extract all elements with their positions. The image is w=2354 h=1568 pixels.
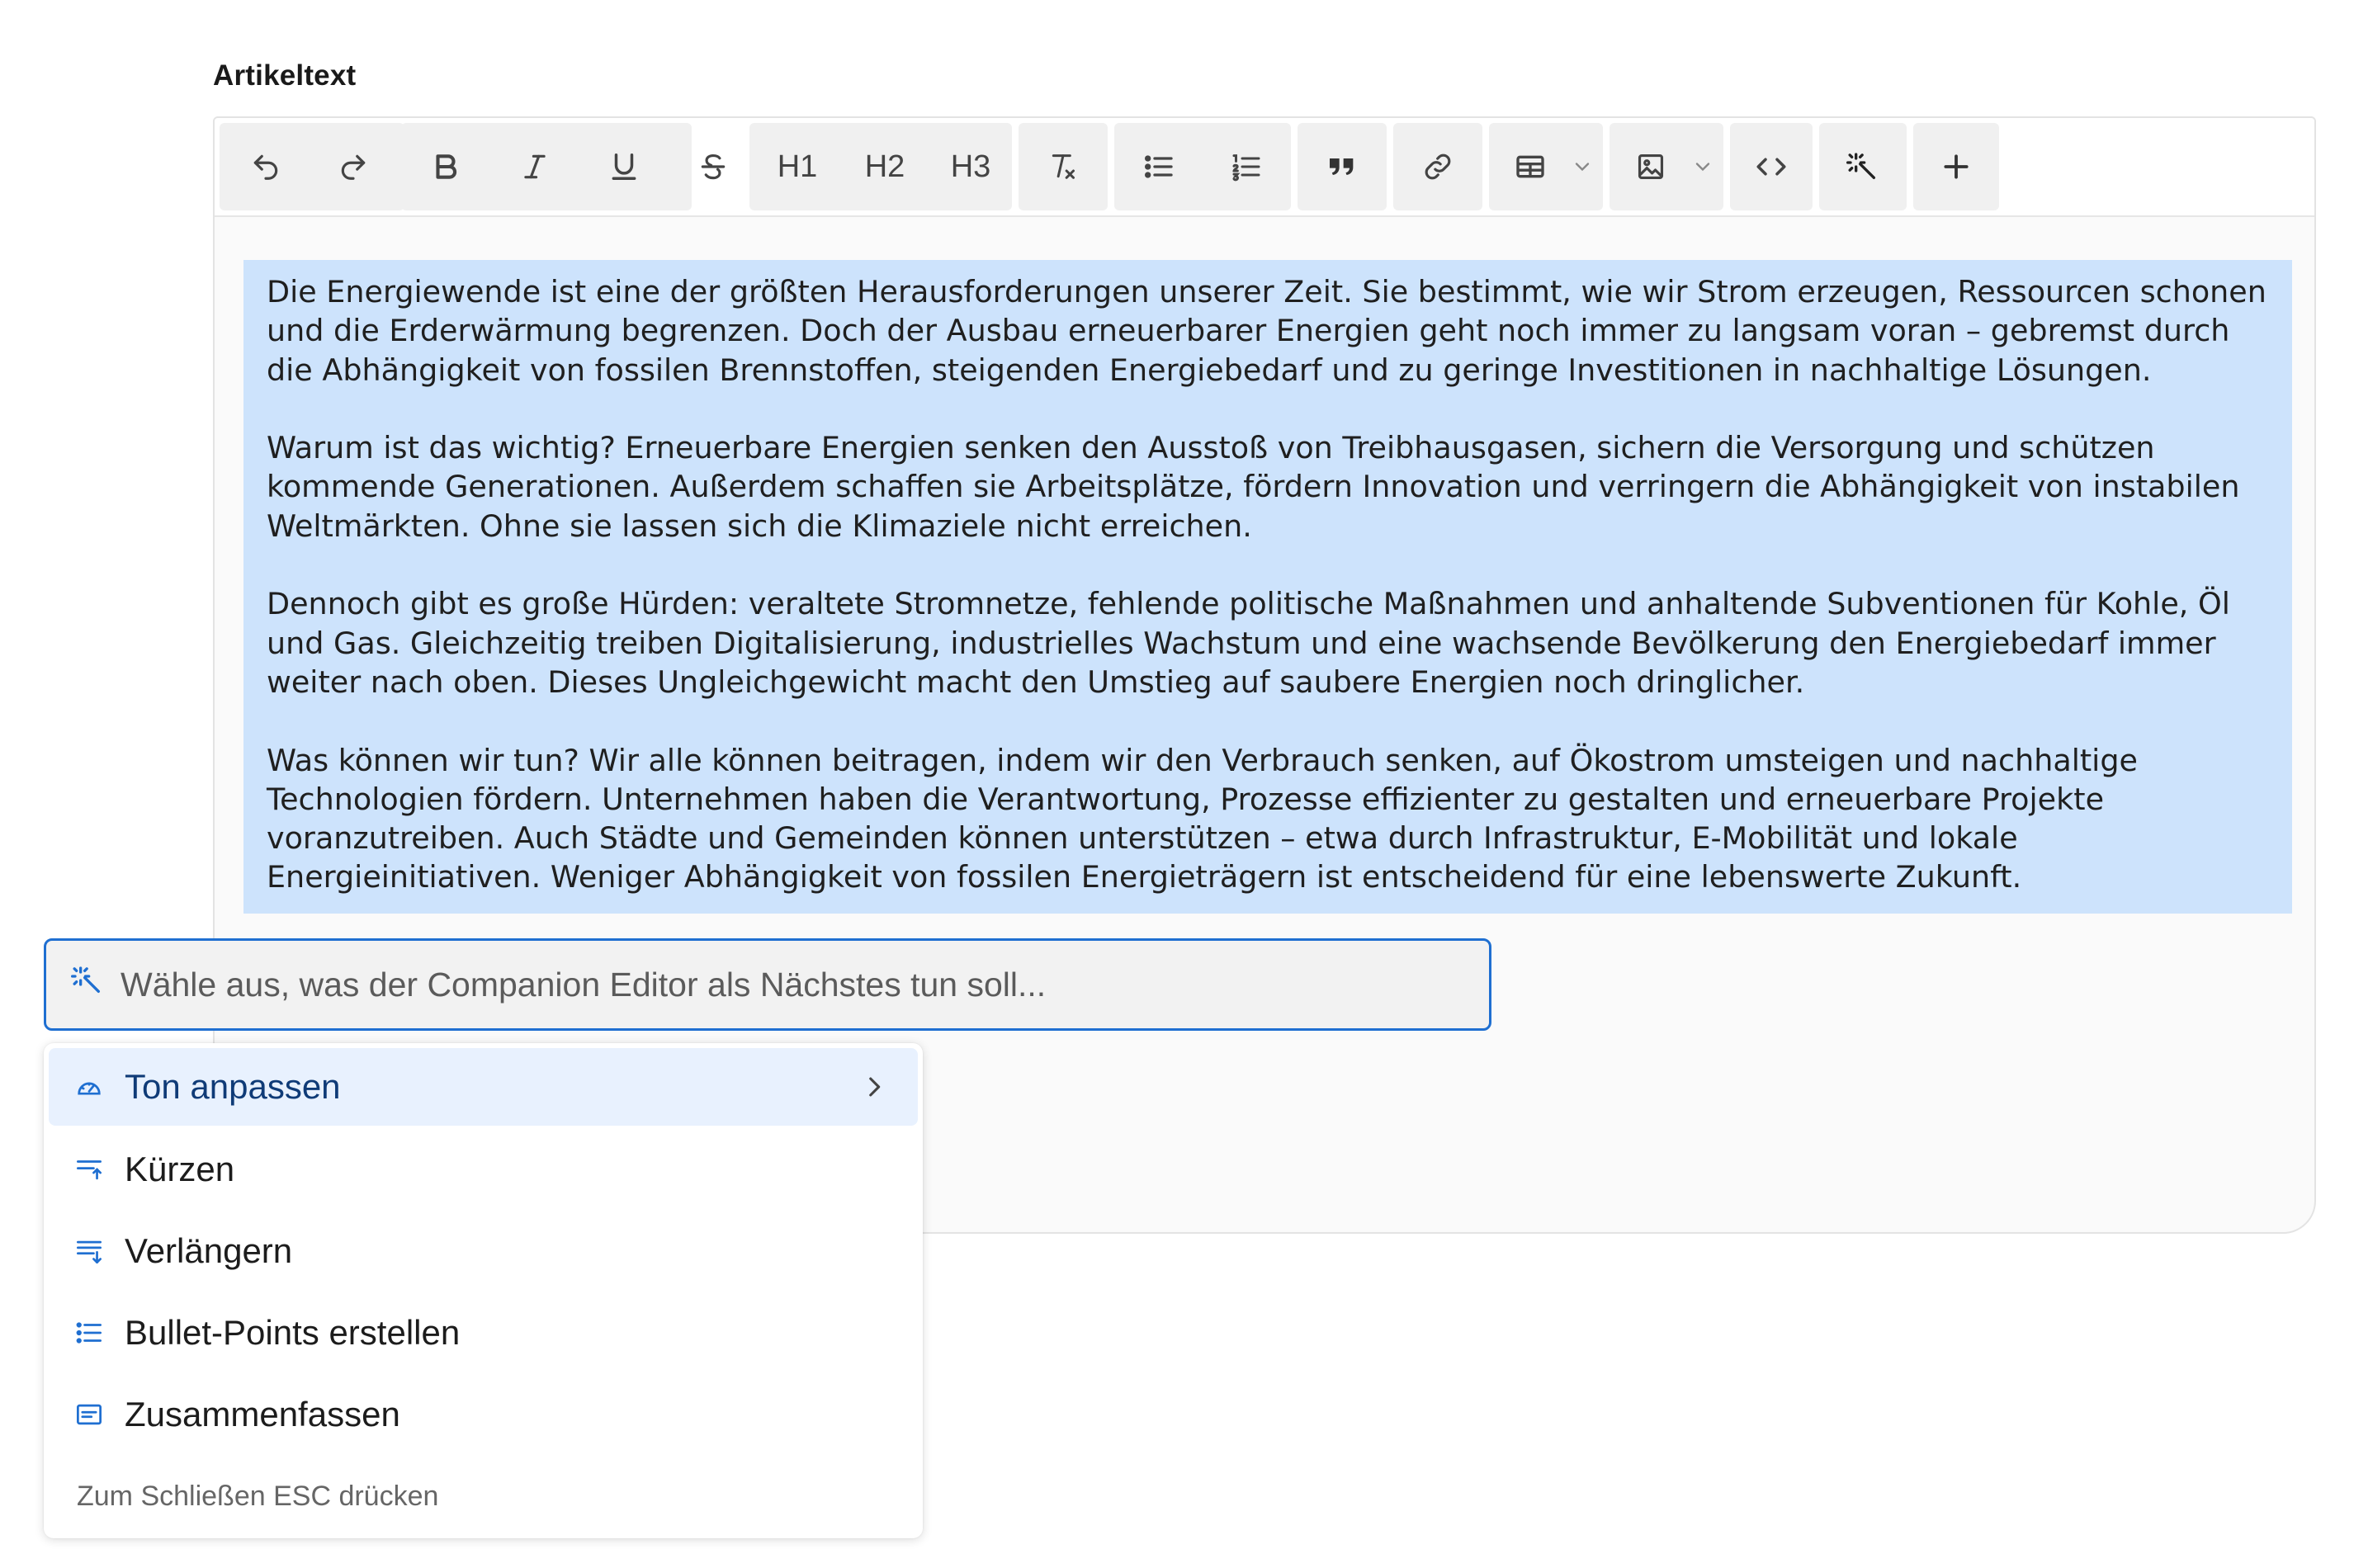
paragraph: Dennoch gibt es große Hürden: veraltete Stromnetze, fehlende politische Maßnahmen und anhaltende Subventionen für Kohle, Öl und Gas. Gleichzeitig treiben Digitalisierung, industrielles Wachstum und eine wachsende Bevölkerung den Energiebedarf immer weiter nach oben. Dieses Ungleichgewicht macht den Umstieg auf saubere Energien noch dringlicher. [267, 586, 2230, 700]
editor-content-selection[interactable] [243, 260, 2292, 914]
bullet-list-icon [75, 1320, 103, 1345]
undo-icon [250, 151, 281, 182]
table-button[interactable] [1489, 123, 1572, 210]
ai-command-menu [44, 1043, 923, 1538]
numbered-list-icon [1230, 150, 1263, 183]
gauge-icon [75, 1074, 103, 1099]
heading-1-button[interactable] [756, 123, 839, 210]
bullet-list-button[interactable] [1114, 123, 1203, 210]
heading-1-label: H1 [777, 149, 818, 184]
menu-item-bullet-points[interactable] [49, 1294, 918, 1372]
redo-button[interactable] [307, 123, 399, 210]
image-icon [1635, 151, 1666, 182]
menu-item-ton-anpassen[interactable] [49, 1048, 918, 1126]
table-dropdown-button[interactable] [1562, 123, 1603, 210]
strikethrough-icon [697, 151, 729, 182]
table-icon [1514, 150, 1547, 183]
menu-item-kuerzen[interactable] [49, 1131, 918, 1208]
chevron-right-icon [860, 1073, 888, 1101]
magic-wand-icon [71, 964, 104, 997]
heading-2-button[interactable] [844, 123, 926, 210]
underline-button[interactable] [579, 123, 669, 210]
bold-icon [430, 151, 461, 182]
code-icon [1754, 149, 1789, 184]
ai-command-input[interactable] [121, 941, 1458, 1028]
menu-item-label: Ton anpassen [125, 1067, 341, 1106]
plus-icon [1940, 151, 1972, 182]
undo-button[interactable] [220, 123, 312, 210]
code-button[interactable] [1730, 123, 1813, 210]
field-label: Artikeltext [213, 59, 357, 92]
menu-item-label: Verlängern [125, 1231, 293, 1270]
summary-icon [75, 1402, 103, 1427]
heading-3-button[interactable] [929, 123, 1012, 210]
insert-button[interactable] [1913, 123, 1999, 210]
bullet-list-icon [1142, 150, 1175, 183]
paragraph: Die Energiewende ist eine der größten Herausforderungen unserer Zeit. Sie bestimmt, wie wir Strom erzeugen, Ressourcen schonen und die Erderwärmung begrenzen. Doch der Ausbau erneuerbarer Energien geht noch immer zu langsam voran – gebremst durch die Abhängigkeit von fossilen Brennstoffen, steigenden Energiebedarf und zu geringe Investitionen in nachhaltige Lösungen. [267, 274, 2267, 388]
blockquote-icon [1326, 150, 1359, 183]
menu-item-verlaengern[interactable] [49, 1212, 918, 1290]
menu-item-label: Bullet-Points erstellen [125, 1313, 461, 1352]
menu-item-label: Zusammenfassen [125, 1395, 400, 1433]
redo-icon [338, 151, 369, 182]
image-button[interactable] [1610, 123, 1692, 210]
numbered-list-button[interactable] [1202, 123, 1291, 210]
editor-toolbar [215, 118, 2314, 217]
ai-companion-button[interactable] [1819, 123, 1907, 210]
lengthen-icon [75, 1239, 103, 1263]
chevron-down-icon [1691, 155, 1714, 178]
blockquote-button[interactable] [1298, 123, 1387, 210]
image-dropdown-button[interactable] [1682, 123, 1723, 210]
menu-item-label: Kürzen [125, 1150, 235, 1188]
clear-format-icon [1047, 150, 1080, 183]
paragraph: Warum ist das wichtig? Erneuerbare Energien senken den Ausstoß von Treibhausgasen, sichern die Versorgung und schützen kommende Generationen. Außerdem schaffen sie Arbeitsplätze, fördern Innovation und verringern die Abhängigkeit von instabilen Weltmärkten. Ohne sie lassen sich die Klimaziele nicht erreichen. [267, 430, 2240, 544]
paragraph: Was können wir tun? Wir alle können beitragen, indem wir den Verbrauch senken, auf Ökostrom umsteigen und nachhaltige Technologien fördern. Unternehmen haben die Verantwortung, Prozesse effizienter zu gestalten und erneuerbare Projekte voranzutreiben. Auch Städte und Gemeinden können unterstützen – etwa durch Infrastruktur, E-Mobilität und lokale Energieinitiativen. Weniger Abhängigkeit von fossilen Energieträgern ist entscheidend für eine lebenswerte Zukunft. [267, 742, 2138, 895]
link-icon [1422, 151, 1454, 182]
heading-2-label: H2 [864, 149, 905, 184]
clear-format-button[interactable] [1019, 123, 1108, 210]
magic-wand-icon [1846, 150, 1879, 183]
menu-item-zusammenfassen[interactable] [49, 1376, 918, 1453]
heading-3-label: H3 [950, 149, 991, 184]
shorten-icon [75, 1157, 103, 1182]
chevron-down-icon [1571, 155, 1594, 178]
strikethrough-button[interactable] [669, 123, 758, 210]
underline-icon [608, 151, 640, 182]
link-button[interactable] [1393, 123, 1482, 210]
italic-button[interactable] [490, 123, 579, 210]
bold-button[interactable] [401, 123, 490, 210]
menu-close-hint: Zum Schließen ESC drücken [77, 1481, 439, 1512]
italic-icon [519, 151, 551, 182]
ai-command-bar [44, 938, 1491, 1031]
